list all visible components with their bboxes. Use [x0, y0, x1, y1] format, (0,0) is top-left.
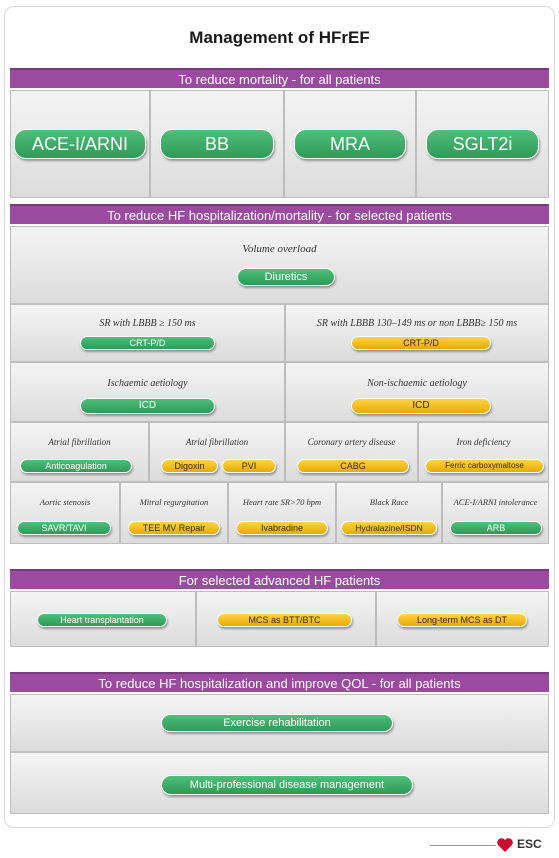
af2-label: Atrial fibrillation — [185, 437, 249, 447]
arb-pill: ARB — [450, 521, 542, 535]
cad-panel — [285, 422, 418, 482]
section-header-mortality: To reduce mortality - for all patients — [10, 68, 549, 88]
digoxin-pill: Digoxin — [161, 459, 218, 473]
page-title: Management of HFrEF — [189, 28, 370, 47]
drug-pill-acei-arni: ACE-I/ARNI — [14, 129, 146, 159]
drug-pill-mra: MRA — [294, 129, 406, 159]
sr-right-panel — [285, 304, 549, 362]
hydralazine-pill: Hydralazine/ISDN — [341, 521, 437, 535]
drug-pill-bb: BB — [160, 129, 274, 159]
mcs-btt-pill: MCS as BTT/BTC — [217, 613, 352, 627]
aortic-label: Aortic stenosis — [39, 497, 91, 507]
section-header-advanced: For selected advanced HF patients — [10, 569, 549, 589]
black-label: Black Race — [369, 497, 409, 507]
iron-label: Iron deficiency — [456, 437, 511, 447]
hr-label: Heart rate SR>70 bpm — [242, 497, 322, 507]
ferric-pill: Ferric carboxymaltose — [425, 459, 544, 473]
sr-left-panel — [10, 304, 285, 362]
ivabradine-pill: Ivabradine — [236, 521, 328, 535]
cad-label: Coronary artery disease — [307, 437, 396, 447]
af1-panel — [10, 422, 149, 482]
crt-green-pill: CRT-P/D — [80, 336, 215, 350]
footer-rule — [430, 845, 496, 846]
section-header-selected: To reduce HF hospitalization/mortality - for selected patients — [10, 204, 549, 224]
iron-panel — [418, 422, 549, 482]
sr-right-label: SR with LBBB 130–149 ms or non LBBB≥ 150 ms — [316, 318, 518, 329]
diuretics-pill: Diuretics — [237, 268, 335, 286]
crt-yellow-pill: CRT-P/D — [351, 336, 491, 350]
volume-label: Volume overload — [242, 243, 317, 255]
transplant-pill: Heart transplantation — [37, 613, 167, 627]
anticoagulation-pill: Anticoagulation — [20, 459, 132, 473]
cabg-pill: CABG — [297, 459, 409, 473]
tee-pill: TEE MV Repair — [128, 521, 220, 535]
rehab-pill: Exercise rehabilitation — [161, 714, 393, 732]
mcs-dt-pill: Long-term MCS as DT — [397, 613, 527, 627]
pvi-pill: PVI — [222, 459, 276, 473]
sr-left-label: SR with LBBB ≥ 150 ms — [99, 318, 196, 329]
af1-label: Atrial fibrillation — [48, 437, 111, 447]
af2-panel — [149, 422, 285, 482]
icd-green-pill: ICD — [80, 398, 215, 414]
esc-logo-text: ESC — [517, 837, 542, 851]
mitral-label: Mitral regurgitation — [139, 497, 209, 507]
nonisch-label: Non-ischaemic aetiology — [367, 378, 467, 389]
icd-yellow-pill: ICD — [351, 398, 491, 414]
savr-pill: SAVR/TAVI — [17, 521, 111, 535]
disease-mgmt-pill: Multi-professional disease management — [161, 775, 413, 795]
intol-label: ACE-I/ARNI intolerance — [453, 497, 538, 507]
isch-label: Ischaemic aetiology — [107, 378, 188, 389]
volume-panel — [10, 226, 549, 304]
drug-pill-sglt2i: SGLT2i — [426, 129, 539, 159]
section-header-qol: To reduce HF hospitalization and improve QOL - for all patients — [10, 672, 549, 692]
